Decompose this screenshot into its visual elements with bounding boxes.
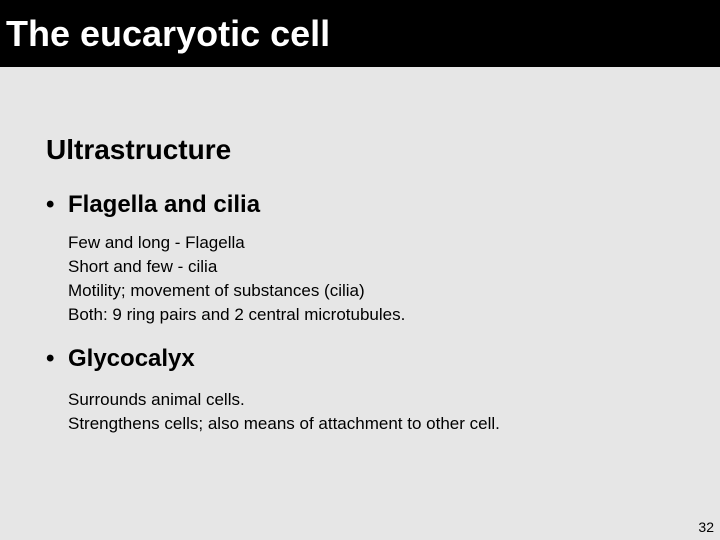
slide-title: The eucaryotic cell	[6, 13, 331, 54]
slide-subtitle: Ultrastructure	[46, 134, 232, 165]
bullet-heading-flagella	[46, 193, 260, 217]
bullet-heading-text: Glycocalyx	[68, 345, 195, 372]
title-bar	[0, 0, 720, 67]
body-line: Both: 9 ring pairs and 2 central microtubules.	[68, 305, 406, 324]
bullet-body-flagella	[68, 231, 405, 327]
bullet-body-glycocalyx	[68, 388, 500, 436]
bullet-marker: •	[46, 191, 55, 218]
body-line: Strengthens cells; also means of attachment to other cell.	[68, 414, 500, 433]
bullet-heading-glycocalyx	[46, 347, 195, 371]
bullet-marker: •	[46, 345, 55, 372]
body-line: Few and long - Flagella	[68, 233, 245, 252]
page-number: 32	[698, 519, 714, 535]
bullet-heading-text: Flagella and cilia	[68, 191, 261, 218]
body-line: Motility; movement of substances (cilia)	[68, 281, 365, 300]
body-line: Surrounds animal cells.	[68, 390, 245, 409]
body-line: Short and few - cilia	[68, 257, 218, 276]
